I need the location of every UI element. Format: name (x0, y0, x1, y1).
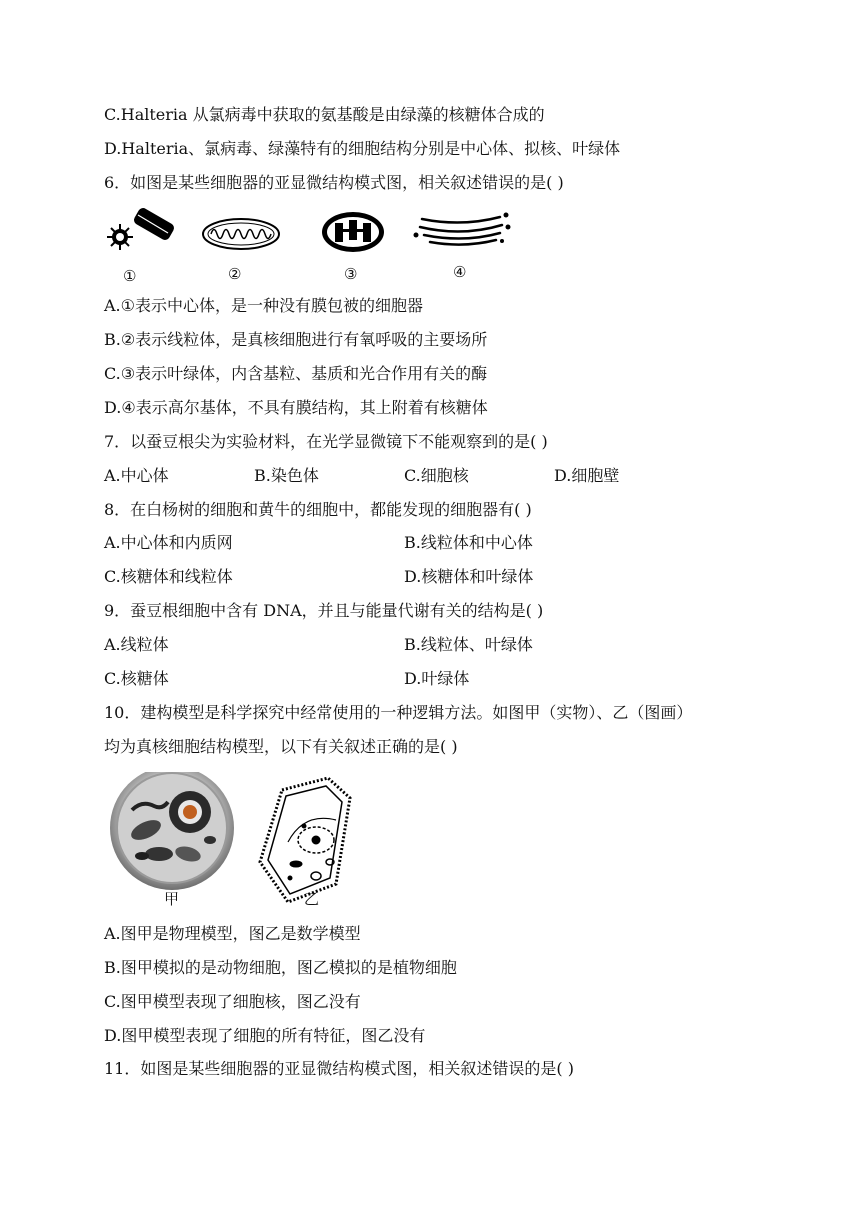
option-9d: D.叶绿体 (404, 669, 470, 688)
figure-label-yi: 乙 (304, 890, 320, 908)
option-9c: C.核糖体 (104, 669, 169, 688)
option-10b: B.图甲模拟的是动物细胞，图乙模拟的是植物细胞 (104, 958, 457, 977)
cell-model-figure (104, 772, 364, 912)
option-8d: D.核糖体和叶绿体 (404, 567, 534, 586)
option-9b: B.线粒体、叶绿体 (404, 635, 533, 654)
option-6a: A.①表示中心体，是一种没有膜包被的细胞器 (104, 296, 423, 315)
question-9: 9．蚕豆根细胞中含有 DNA，并且与能量代谢有关的结构是( ) (104, 601, 544, 620)
option-6d: D.④表示高尔基体，不具有膜结构，其上附着有核糖体 (104, 398, 488, 417)
option-8a: A.中心体和内质网 (104, 533, 233, 552)
question-11: 11．如图是某些细胞器的亚显微结构模式图，相关叙述错误的是( ) (104, 1059, 574, 1078)
option-7d: D.细胞壁 (554, 466, 620, 485)
centriole-drawing (107, 206, 176, 250)
option-6c: C.③表示叶绿体，内含基粒、基质和光合作用有关的酶 (104, 364, 488, 383)
golgi-drawing (414, 213, 511, 245)
question-8: 8．在白杨树的细胞和黄牛的细胞中，都能发现的细胞器有( ) (104, 500, 532, 519)
figure-label-3: ③ (344, 265, 358, 283)
question-10-line-2: 均为真核细胞结构模型，以下有关叙述正确的是( ) (104, 737, 458, 756)
physical-cell-model (110, 772, 234, 890)
figure-label-jia: 甲 (164, 890, 180, 908)
question-6: 6．如图是某些细胞器的亚显微结构模式图，相关叙述错误的是( ) (104, 173, 564, 192)
question-7: 7．以蚕豆根尖为实验材料，在光学显微镜下不能观察到的是( ) (104, 432, 548, 451)
chloroplast-drawing (322, 212, 384, 252)
option-6b: B.②表示线粒体，是真核细胞进行有氧呼吸的主要场所 (104, 330, 488, 349)
question-10-line-1: 10．建构模型是科学探究中经常使用的一种逻辑方法。如图甲（实物）、乙（图画） (104, 703, 693, 722)
cell-model-diagram (104, 772, 364, 912)
drawn-cell-model (260, 778, 350, 902)
organelle-figure (104, 205, 524, 285)
option-10d: D.图甲模型表现了细胞的所有特征，图乙没有 (104, 1026, 426, 1045)
option-10a: A.图甲是物理模型，图乙是数学模型 (104, 924, 361, 943)
option-7c: C.细胞核 (404, 466, 469, 485)
option-8b: B.线粒体和中心体 (404, 533, 533, 552)
figure-label-1: ① (123, 267, 137, 285)
option-10c: C.图甲模型表现了细胞核，图乙没有 (104, 992, 361, 1011)
figure-label-4: ④ (453, 263, 467, 281)
option-8c: C.核糖体和线粒体 (104, 567, 233, 586)
option-9a: A.线粒体 (104, 635, 169, 654)
option-5d: D.Halteria、氯病毒、绿藻特有的细胞结构分别是中心体、拟核、叶绿体 (104, 139, 621, 158)
figure-label-2: ② (228, 265, 242, 283)
option-7b: B.染色体 (254, 466, 319, 485)
option-5c: C.Halteria 从氯病毒中获取的氨基酸是由绿藻的核糖体合成的 (104, 105, 545, 124)
mitochondrion-drawing (203, 219, 279, 249)
option-7a: A.中心体 (104, 466, 169, 485)
